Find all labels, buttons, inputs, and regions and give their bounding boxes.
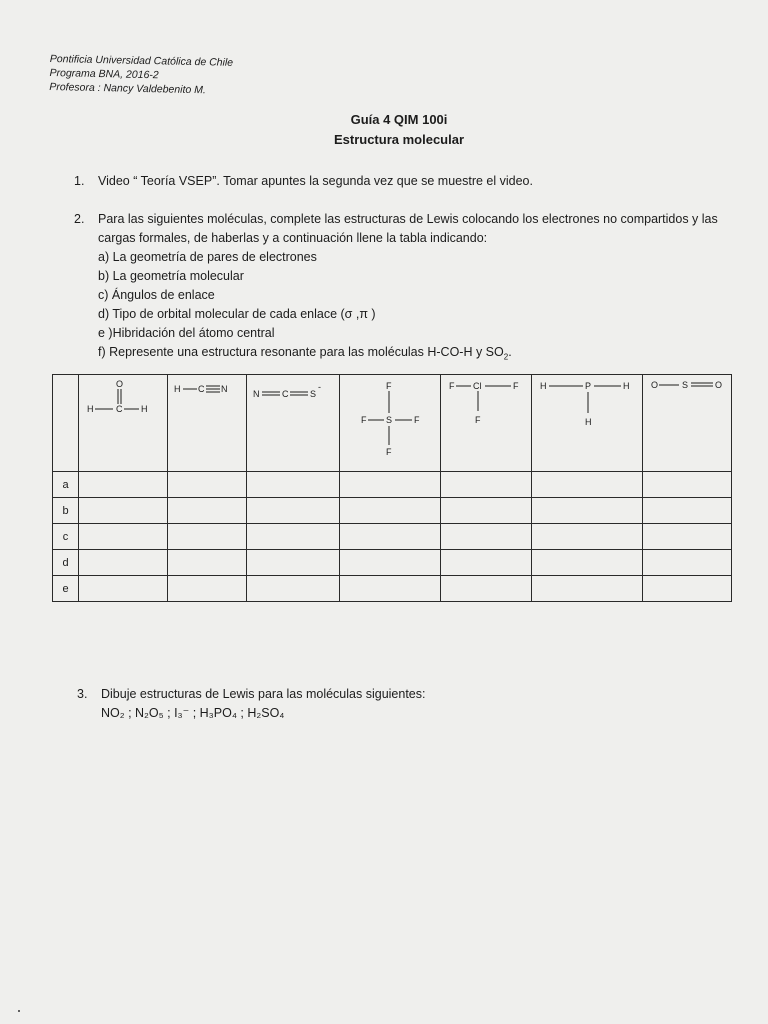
answer-cell	[168, 550, 247, 576]
question-1-text: Video “ Teoría VSEP”. Tomar apuntes la segunda vez que se muestre el video.	[98, 174, 533, 188]
row-label-b: b	[53, 498, 79, 524]
svg-text:N: N	[253, 389, 260, 399]
answer-cell	[79, 550, 168, 576]
scan-speck	[18, 1010, 20, 1012]
answer-cell	[532, 524, 643, 550]
svg-text:H: H	[141, 404, 148, 414]
answer-cell	[247, 524, 340, 550]
answer-cell	[168, 524, 247, 550]
answer-cell	[532, 550, 643, 576]
answer-cell	[79, 498, 168, 524]
svg-text:S: S	[310, 389, 317, 399]
table-row	[53, 524, 732, 550]
question-2-items	[98, 248, 734, 367]
molecule-so2	[643, 375, 732, 472]
guide-number: Guía 4 QIM 100i	[350, 112, 448, 127]
table-row	[53, 550, 732, 576]
svg-text:O: O	[715, 380, 723, 390]
svg-text:N: N	[221, 384, 228, 394]
svg-text:S: S	[386, 415, 393, 425]
molecule-row	[53, 375, 732, 472]
svg-text:-: -	[318, 382, 321, 392]
answer-cell	[340, 576, 441, 602]
answer-cell	[643, 524, 732, 550]
item-e: e )Hibridación del átomo central	[98, 326, 275, 340]
institution-header	[49, 52, 233, 98]
answer-cell	[340, 550, 441, 576]
molecule-ch2o	[79, 375, 168, 472]
svg-text:H: H	[540, 381, 547, 391]
svg-text:F: F	[361, 415, 367, 425]
svg-text:O: O	[651, 380, 659, 390]
svg-text:P: P	[585, 381, 592, 391]
answer-cell	[532, 472, 643, 498]
answer-cell	[340, 498, 441, 524]
question-2-number: 2.	[74, 212, 85, 226]
answer-cell	[168, 576, 247, 602]
answer-cell	[643, 472, 732, 498]
item-d: d) Tipo de orbital molecular de cada enlace (σ ,π )	[98, 307, 376, 321]
svg-text:F: F	[386, 447, 392, 457]
question-3-formulas: NO₂ ; N₂O₅ ; I₃⁻ ; H₃PO₄ ; H₂SO₄	[101, 706, 285, 720]
answer-cell	[643, 576, 732, 602]
item-b: b) La geometría molecular	[98, 269, 244, 283]
molecule-ph3	[532, 375, 643, 472]
question-2	[74, 210, 734, 367]
row-label-a: a	[53, 472, 79, 498]
answer-cell	[168, 472, 247, 498]
corner-cell	[53, 375, 79, 472]
answer-cell	[340, 524, 441, 550]
svg-text:F: F	[475, 415, 481, 425]
professor-name: Profesora : Nancy Valdebenito M.	[49, 80, 206, 97]
answer-cell	[643, 498, 732, 524]
svg-text:Cl: Cl	[473, 381, 482, 391]
answer-cell	[441, 472, 532, 498]
answer-cell	[441, 550, 532, 576]
question-3-number: 3.	[77, 687, 88, 701]
question-1-number: 1.	[74, 174, 85, 188]
item-f: f) Represente una estructura resonante para las moléculas H-CO-H y $SO_2$.	[98, 345, 512, 362]
svg-text:F: F	[513, 381, 519, 391]
answer-cell	[247, 498, 340, 524]
answer-cell	[168, 498, 247, 524]
answer-cell	[441, 576, 532, 602]
university-name: Pontificia Universidad Católica de Chile	[49, 52, 234, 69]
svg-text:S: S	[682, 380, 689, 390]
svg-text:H: H	[585, 417, 592, 427]
row-label-c: c	[53, 524, 79, 550]
svg-text:C: C	[198, 384, 205, 394]
molecule-hcn	[168, 375, 247, 472]
guide-title	[0, 110, 768, 150]
answer-cell	[532, 576, 643, 602]
answer-cell	[247, 550, 340, 576]
molecule-ncs	[247, 375, 340, 472]
answer-cell	[441, 498, 532, 524]
guide-subject: Estructura molecular	[333, 132, 465, 147]
molecule-sf4	[340, 375, 441, 472]
svg-text:C: C	[282, 389, 289, 399]
answer-cell	[247, 472, 340, 498]
answer-cell	[79, 472, 168, 498]
answer-cell	[79, 524, 168, 550]
svg-text:H: H	[623, 381, 630, 391]
row-label-d: d	[53, 550, 79, 576]
svg-text:F: F	[386, 381, 392, 391]
svg-text:O: O	[116, 379, 124, 389]
svg-text:C: C	[116, 404, 123, 414]
row-label-e: e	[53, 576, 79, 602]
answer-cell	[79, 576, 168, 602]
molecule-clf3	[441, 375, 532, 472]
table-row	[53, 472, 732, 498]
answer-cell	[247, 576, 340, 602]
item-a: a) La geometría de pares de electrones	[98, 250, 317, 264]
table-row	[53, 498, 732, 524]
answer-cell	[532, 498, 643, 524]
question-3	[77, 685, 717, 723]
table-row	[53, 576, 732, 602]
question-3-text: Dibuje estructuras de Lewis para las moléculas siguientes:	[101, 687, 426, 701]
answer-cell	[643, 550, 732, 576]
answer-table	[52, 374, 732, 602]
program-name: Programa BNA, 2016-2	[49, 66, 159, 82]
item-c: c) Ángulos de enlace	[98, 288, 215, 302]
svg-text:H: H	[87, 404, 94, 414]
answer-cell	[441, 524, 532, 550]
svg-text:F: F	[449, 381, 455, 391]
question-1	[74, 172, 714, 191]
svg-text:F: F	[414, 415, 420, 425]
question-2-intro: Para las siguientes moléculas, complete las estructuras de Lewis colocando los electrones no compartidos y las cargas formales, de haberlas y a continuación llene la tabla indicando:	[98, 212, 718, 245]
answer-cell	[340, 472, 441, 498]
svg-text:H: H	[174, 384, 181, 394]
